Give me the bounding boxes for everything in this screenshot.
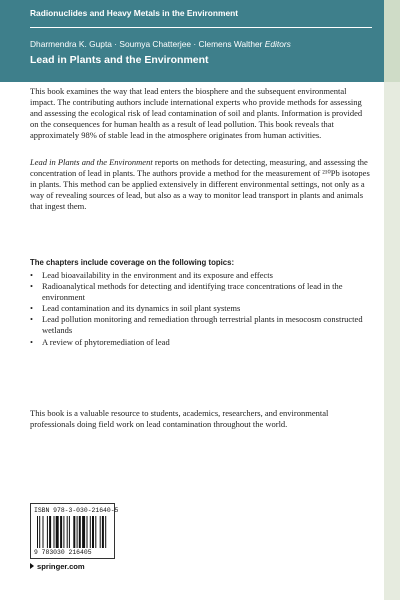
list-item bbox=[30, 314, 372, 336]
spine-top-strip bbox=[384, 0, 400, 82]
barcode-bar bbox=[82, 516, 85, 548]
paragraph-methods-text: reports on methods for detecting, measuring, and assessing the concentration of lead in plants. The authors provide a method for the measurement of ²¹⁰Pb isotopes in plants. This method can be applied extensively in different environmental settings, not only as a way of revealing sources of lead, but also as a way to monitor lead transport in plants and animals that ingest them. bbox=[30, 157, 370, 212]
list-item bbox=[30, 337, 372, 348]
topic-text: Lead pollution monitoring and remediation through terrestrial plants in mesocosm constructed wetlands bbox=[42, 314, 363, 336]
barcode-bar bbox=[37, 516, 38, 548]
paragraph-methods bbox=[30, 157, 372, 212]
barcode-bar bbox=[105, 516, 106, 548]
series-title: Radionuclides and Heavy Metals in the Environment bbox=[30, 8, 239, 18]
bullet-icon: • bbox=[30, 270, 33, 280]
bullet-icon: • bbox=[30, 303, 33, 314]
barcode-bar bbox=[43, 516, 44, 548]
barcode-bar bbox=[92, 516, 94, 548]
publisher-website[interactable] bbox=[30, 561, 150, 573]
barcode-bar bbox=[56, 516, 59, 548]
barcode-bar bbox=[54, 516, 55, 548]
list-item bbox=[30, 270, 372, 281]
barcode-block bbox=[30, 503, 119, 559]
book-title: Lead in Plants and the Environment bbox=[30, 54, 209, 66]
barcode-bar bbox=[100, 516, 101, 548]
header-band bbox=[0, 0, 384, 82]
barcode-icon bbox=[37, 516, 109, 548]
topic-text: Lead bioavailability in the environment and its exposure and effects bbox=[42, 270, 273, 280]
barcode-bar bbox=[95, 516, 96, 548]
list-item bbox=[30, 281, 372, 303]
editors-line bbox=[30, 38, 370, 50]
list-item bbox=[30, 303, 372, 314]
barcode-number: 9 783030 216405 bbox=[34, 549, 92, 556]
barcode-bar bbox=[73, 516, 75, 548]
spine-strip bbox=[384, 0, 400, 600]
topics-heading: The chapters include coverage on the following topics: bbox=[30, 258, 235, 267]
barcode-bar bbox=[63, 516, 64, 548]
series-divider bbox=[30, 27, 372, 28]
barcode-bar bbox=[87, 516, 88, 548]
editors-names: Dharmendra K. Gupta · Soumya Chatterjee · Clemens Walther bbox=[30, 39, 263, 49]
isbn-label: ISBN 978-3-030-21640-5 bbox=[34, 507, 119, 514]
editors-role: Editors bbox=[264, 39, 291, 49]
barcode-bar bbox=[47, 516, 48, 548]
topics-list bbox=[30, 270, 372, 348]
bullet-icon: • bbox=[30, 314, 33, 325]
barcode-bar bbox=[69, 516, 70, 548]
barcode-bar bbox=[102, 516, 104, 548]
barcode-bar bbox=[79, 516, 81, 548]
paragraph-methods-title: Lead in Plants and the Environment bbox=[30, 157, 153, 167]
barcode-bar bbox=[77, 516, 78, 548]
barcode-bar bbox=[67, 516, 68, 548]
arrow-right-icon bbox=[30, 563, 34, 569]
topic-text: Lead contamination and its dynamics in soil plant systems bbox=[42, 303, 241, 314]
website-label: springer.com bbox=[37, 562, 85, 571]
topic-text: A review of phytoremediation of lead bbox=[42, 336, 170, 347]
topic-text: Radioanalytical methods for detecting and identifying trace concentrations of lead in the environment bbox=[42, 281, 343, 303]
barcode-bar bbox=[60, 516, 62, 548]
paragraph-intro: This book examines the way that lead enters the biosphere and the subsequent environmental impact. The contributing authors include international experts who provide methods for assessing and assessing the ecological risk of lead contamination of soil and plants. Information is provided on the consequences for human health as a result of lead pollution. This book reveals that approximately 98% of stable lead in the atmosphere originates from human activities. bbox=[30, 86, 363, 141]
barcode-bar bbox=[49, 516, 51, 548]
paragraph-audience: This book is a valuable resource to students, academics, researchers, and environmental professionals doing field work on lead contamination throughout the world. bbox=[30, 408, 329, 430]
bullet-icon: • bbox=[30, 336, 33, 347]
bullet-icon: • bbox=[30, 281, 33, 292]
barcode-bar bbox=[39, 516, 40, 548]
barcode-bar bbox=[90, 516, 91, 548]
